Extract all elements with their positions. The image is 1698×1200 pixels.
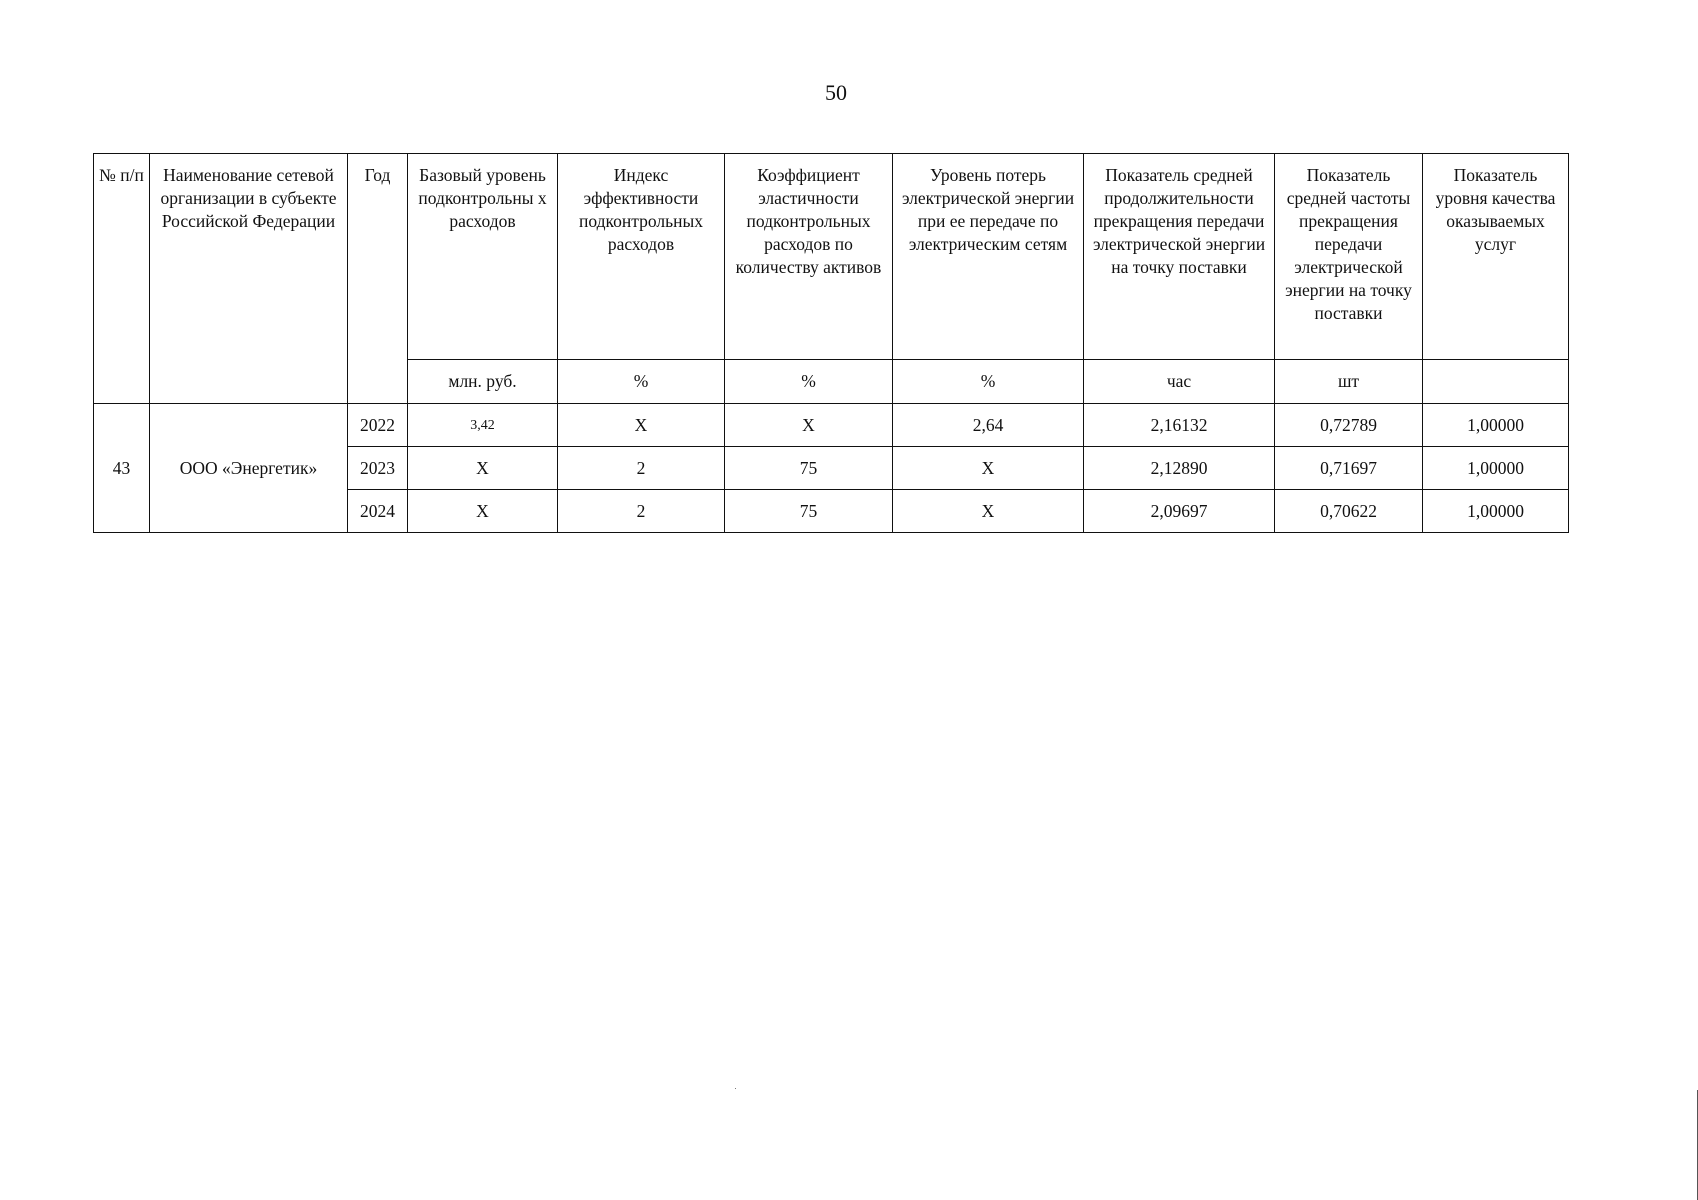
header-row — [94, 154, 1569, 360]
unit-efficiency-index: % — [558, 360, 725, 404]
header-num: № п/п — [94, 154, 150, 404]
cell-elasticity: 75 — [725, 447, 893, 490]
unit-losses: % — [893, 360, 1084, 404]
cell-efficiency-index: 2 — [558, 490, 725, 533]
unit-frequency: шт — [1275, 360, 1423, 404]
cell-base-level: 3,42 — [408, 404, 558, 447]
cell-losses: Х — [893, 447, 1084, 490]
header-efficiency-index: Индекс эффективности подконтрольных расходов — [558, 154, 725, 360]
cell-base-level: Х — [408, 447, 558, 490]
header-base-level: Базовый уровень подконтрольны х расходов — [408, 154, 558, 360]
cell-year: 2022 — [348, 404, 408, 447]
header-org-name: Наименование сетевой организации в субъекте Российской Федерации — [150, 154, 348, 404]
cell-year: 2023 — [348, 447, 408, 490]
unit-quality — [1423, 360, 1569, 404]
header-year: Год — [348, 154, 408, 404]
cell-losses: 2,64 — [893, 404, 1084, 447]
cell-frequency: 0,70622 — [1275, 490, 1423, 533]
header-quality: Показатель уровня качества оказываемых услуг — [1423, 154, 1569, 360]
cell-duration: 2,16132 — [1084, 404, 1275, 447]
cell-base-level: Х — [408, 490, 558, 533]
cell-quality: 1,00000 — [1423, 447, 1569, 490]
cell-efficiency-index: Х — [558, 404, 725, 447]
header-elasticity: Коэффициент эластичности подконтрольных расходов по количеству активов — [725, 154, 893, 360]
page-number: 50 — [825, 80, 847, 105]
unit-base-level: млн. руб. — [408, 360, 558, 404]
header-duration: Показатель средней продолжительности прекращения передачи электрической энергии на точку поставки — [1084, 154, 1275, 360]
cell-duration: 2,12890 — [1084, 447, 1275, 490]
header-losses: Уровень потерь электрической энергии при ее передаче по электрическим сетям — [893, 154, 1084, 360]
row-org-name: ООО «Энергетик» — [150, 404, 348, 533]
cell-duration: 2,09697 — [1084, 490, 1275, 533]
table-row — [94, 404, 1569, 447]
unit-duration: час — [1084, 360, 1275, 404]
cell-elasticity: Х — [725, 404, 893, 447]
cell-elasticity: 75 — [725, 490, 893, 533]
cell-quality: 1,00000 — [1423, 490, 1569, 533]
efficiency-indicators-table — [93, 153, 1569, 533]
row-num: 43 — [94, 404, 150, 533]
cell-year: 2024 — [348, 490, 408, 533]
cell-quality: 1,00000 — [1423, 404, 1569, 447]
cell-frequency: 0,72789 — [1275, 404, 1423, 447]
cell-frequency: 0,71697 — [1275, 447, 1423, 490]
unit-elasticity: % — [725, 360, 893, 404]
scan-speck — [735, 1088, 736, 1089]
cell-losses: Х — [893, 490, 1084, 533]
cell-efficiency-index: 2 — [558, 447, 725, 490]
header-frequency: Показатель средней частоты прекращения передачи электрической энергии на точку поставки — [1275, 154, 1423, 360]
